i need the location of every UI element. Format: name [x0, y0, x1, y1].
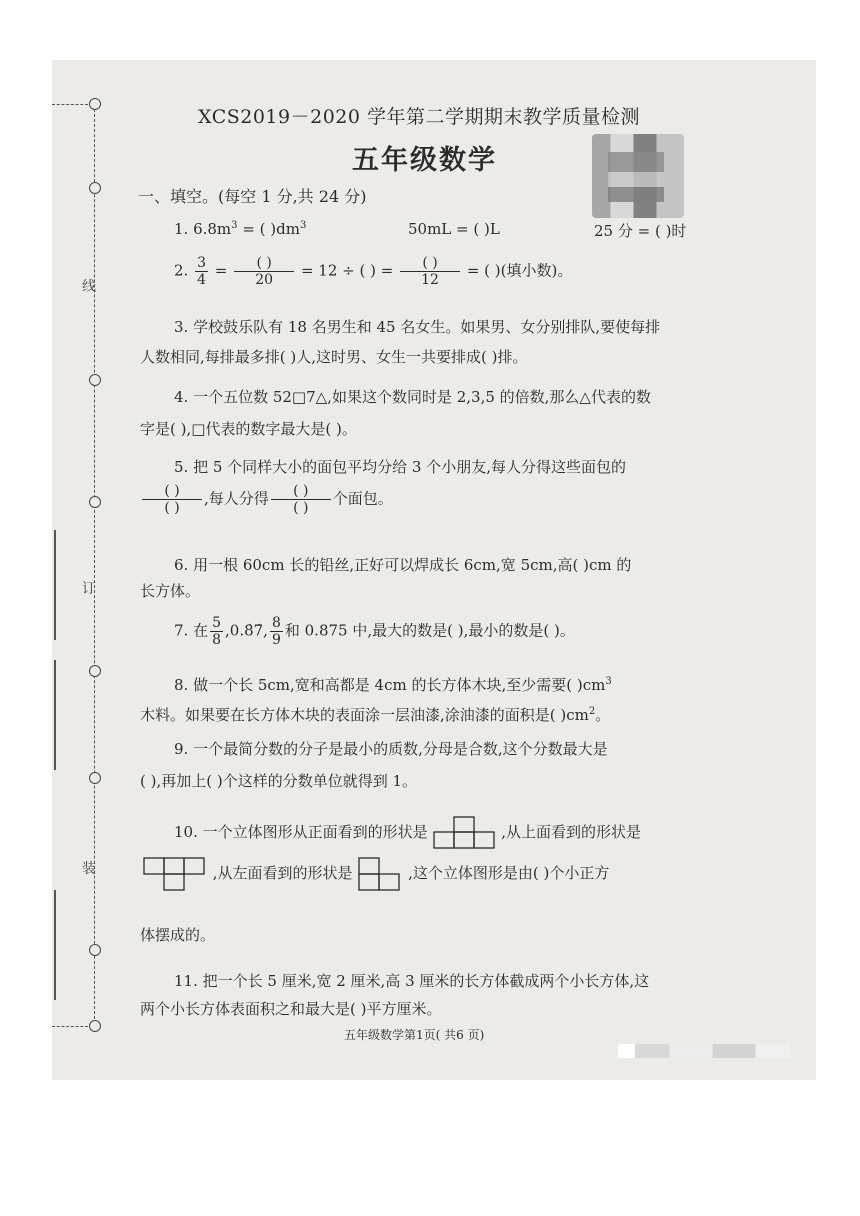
question-1-part-b: 50mL = ( )L — [408, 220, 500, 238]
front-view-figure-icon — [432, 816, 496, 850]
question-11-line-2: 两个小长方体表面积之和最大是( )平方厘米。 — [140, 1000, 442, 1018]
side-border-line — [54, 660, 56, 770]
qr-code-inner — [608, 152, 664, 202]
side-label-bind: 订 — [82, 581, 96, 597]
question-8-line-2: 木料。如果要在长方体木块的表面涂一层油漆,涂油漆的面积是( )$cm^2$。 — [140, 706, 611, 724]
question-1: 1. $6.8m^3$ = ( )$dm^3$ — [174, 220, 307, 238]
question-4-line-1: 4. 一个五位数 52□7△,如果这个数同时是 2,3,5 的倍数,那么△代表的数 — [174, 388, 651, 406]
section-heading: 一、填空。(每空 1 分,共 24 分) — [138, 187, 367, 206]
question-3-line-1: 3. 学校鼓乐队有 18 名男生和 45 名女生。如果男、女分别排队,要使每排 — [174, 318, 661, 336]
binding-hole-icon — [89, 772, 101, 784]
question-10-line-1: 10. 一个立体图形从正面看到的形状是 ,从上面看到的形状是 — [174, 816, 641, 850]
top-view-figure-icon — [142, 856, 208, 892]
binding-dotted-line — [94, 104, 95, 1024]
binding-hole-icon — [89, 1020, 101, 1032]
side-border-line — [54, 890, 56, 1000]
question-10-line-2: ,从左面看到的形状是 ,这个立体图形是由( )个小正方 — [142, 856, 609, 892]
question-1-part-c: 25 分 = ( )时 — [594, 222, 687, 240]
exam-paper — [52, 60, 816, 1080]
question-8-line-1: 8. 做一个长 5cm,宽和高都是 4cm 的长方体木块,至少需要( )$cm^3$ — [174, 676, 612, 694]
left-view-figure-icon — [357, 856, 403, 892]
question-11-line-1: 11. 把一个长 5 厘米,宽 2 厘米,高 3 厘米的长方体截成两个小长方体,这 — [174, 972, 650, 990]
binding-hole-icon — [89, 944, 101, 956]
question-10-line-3: 体摆成的。 — [140, 926, 216, 944]
side-label-pack: 装 — [82, 861, 96, 877]
page-footer: 五年级数学第1页( 共6 页) — [344, 1028, 485, 1042]
binding-hole-icon — [89, 98, 101, 110]
side-border-line — [54, 530, 56, 640]
question-2: 2. $\frac{3}{4}$ = $\frac{( )}{20}$ = 12 ÷ ( ) = $\frac{( )}{12}$ = ( )(填小数)。 — [174, 255, 573, 288]
binding-dash — [52, 104, 88, 105]
question-3-line-2: 人数相同,每排最多排( )人,这时男、女生一共要排成( )排。 — [140, 348, 528, 366]
question-5-line-2: $\frac{( )}{( )}$ ,每人分得 $\frac{( )}{( )}$ 个面包。 — [140, 484, 393, 515]
binding-hole-icon — [89, 374, 101, 386]
blurred-watermark — [618, 1044, 790, 1058]
binding-hole-icon — [89, 182, 101, 194]
question-7: 7. 在 $\frac{5}{8}$ ,0.8̇7̇, $\frac{8}{9}$ 和 0.875 中,最大的数是( ),最小的数是( )。 — [174, 615, 575, 648]
question-9-line-1: 9. 一个最简分数的分子是最小的质数,分母是合数,这个分数最大是 — [174, 740, 608, 758]
exam-title: XCS2019－2020 学年第二学期期末教学质量检测 — [198, 106, 640, 128]
binding-hole-icon — [89, 665, 101, 677]
question-6-line-1: 6. 用一根 60cm 长的铅丝,正好可以焊成长 6cm,宽 5cm,高( )cm 的 — [174, 556, 632, 574]
question-9-line-2: ( ),再加上( )个这样的分数单位就得到 1。 — [140, 772, 418, 790]
binding-hole-icon — [89, 496, 101, 508]
side-label-line: 线 — [82, 279, 96, 295]
question-5-line-1: 5. 把 5 个同样大小的面包平均分给 3 个小朋友,每人分得这些面包的 — [174, 458, 627, 476]
question-4-line-2: 字是( ),□代表的数字最大是( )。 — [140, 420, 357, 438]
binding-dash — [52, 1026, 88, 1027]
question-6-line-2: 长方体。 — [140, 582, 201, 600]
exam-subtitle: 五年级数学 — [352, 145, 497, 176]
